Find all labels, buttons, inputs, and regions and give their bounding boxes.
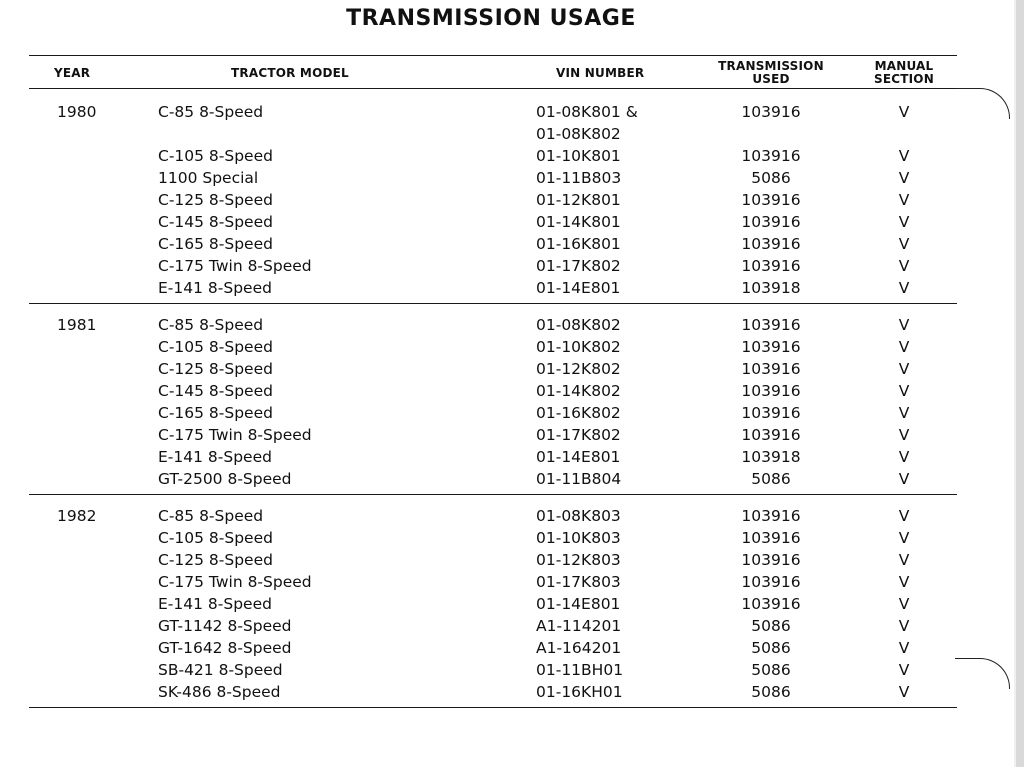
manual-section-cell: V <box>898 316 910 334</box>
table-row <box>0 637 1000 659</box>
table-row <box>0 101 1000 123</box>
hole-punch-mark-bottom <box>955 658 1010 689</box>
year-cell: 1980 <box>57 103 97 121</box>
transmission-used-cell: 5086 <box>751 639 791 657</box>
transmission-used-cell: 5086 <box>751 683 791 701</box>
manual-section-cell: V <box>898 235 910 253</box>
vin-number-cell: 01-10K801 <box>536 147 621 165</box>
header-year: YEAR <box>54 66 91 80</box>
tractor-model-cell: C-105 8-Speed <box>158 147 273 165</box>
vin-number-cell: 01-17K802 <box>536 257 621 275</box>
vin-number-cell: 01-12K803 <box>536 551 621 569</box>
tractor-model-cell: C-165 8-Speed <box>158 235 273 253</box>
page-title: TRANSMISSION USAGE <box>346 6 636 31</box>
year-cell: 1982 <box>57 507 97 525</box>
table-row <box>0 380 1000 402</box>
header-manual-section <box>864 60 944 86</box>
tractor-model-cell: C-125 8-Speed <box>158 191 273 209</box>
tractor-model-cell: C-145 8-Speed <box>158 213 273 231</box>
vin-number-cell: 01-08K802 <box>536 125 621 143</box>
tractor-model-cell: GT-1642 8-Speed <box>158 639 292 657</box>
tractor-model-cell: C-105 8-Speed <box>158 338 273 356</box>
tractor-model-cell: C-85 8-Speed <box>158 316 264 334</box>
table-row <box>0 505 1000 527</box>
vin-number-cell: 01-14K802 <box>536 382 621 400</box>
tractor-model-cell: GT-1142 8-Speed <box>158 617 292 635</box>
group-divider-rule <box>29 494 957 495</box>
manual-section-cell: V <box>898 279 910 297</box>
transmission-used-cell: 103916 <box>741 507 801 525</box>
manual-section-cell: V <box>898 191 910 209</box>
tractor-model-cell: E-141 8-Speed <box>158 279 272 297</box>
transmission-used-cell: 103916 <box>741 338 801 356</box>
manual-section-cell: V <box>898 551 910 569</box>
manual-section-cell: V <box>898 595 910 613</box>
header-transmission-line2: USED <box>752 72 790 86</box>
manual-section-cell: V <box>898 529 910 547</box>
vin-number-cell: 01-17K803 <box>536 573 621 591</box>
year-cell: 1981 <box>57 316 97 334</box>
transmission-used-cell: 5086 <box>751 470 791 488</box>
table-row <box>0 571 1000 593</box>
header-section-line1: MANUAL <box>874 59 934 73</box>
group-divider-rule <box>29 707 957 708</box>
table-row <box>0 681 1000 703</box>
tractor-model-cell: C-85 8-Speed <box>158 103 264 121</box>
transmission-used-cell: 5086 <box>751 617 791 635</box>
hole-punch-mark-top <box>955 88 1010 119</box>
vin-number-cell: 01-08K803 <box>536 507 621 525</box>
manual-section-cell: V <box>898 257 910 275</box>
vin-number-cell: 01-10K802 <box>536 338 621 356</box>
group-divider-rule <box>29 303 957 304</box>
transmission-used-cell: 103916 <box>741 257 801 275</box>
vin-number-cell: 01-14E801 <box>536 448 621 466</box>
manual-section-cell: V <box>898 103 910 121</box>
tractor-model-cell: E-141 8-Speed <box>158 595 272 613</box>
transmission-used-cell: 103916 <box>741 147 801 165</box>
header-transmission-line1: TRANSMISSION <box>718 59 824 73</box>
table-row <box>0 145 1000 167</box>
table-row <box>0 659 1000 681</box>
manual-section-cell: V <box>898 169 910 187</box>
header-transmission-used <box>711 60 831 86</box>
transmission-used-cell: 103918 <box>741 448 801 466</box>
vin-number-cell: 01-11BH01 <box>536 661 624 679</box>
vin-number-cell: 01-12K802 <box>536 360 621 378</box>
manual-section-cell: V <box>898 661 910 679</box>
transmission-used-cell: 103916 <box>741 235 801 253</box>
manual-section-cell: V <box>898 213 910 231</box>
table-row <box>0 446 1000 468</box>
manual-section-cell: V <box>898 382 910 400</box>
transmission-used-cell: 103916 <box>741 426 801 444</box>
manual-section-cell: V <box>898 147 910 165</box>
tractor-model-cell: C-85 8-Speed <box>158 507 264 525</box>
tractor-model-cell: E-141 8-Speed <box>158 448 272 466</box>
vin-number-cell: 01-16K801 <box>536 235 621 253</box>
transmission-used-cell: 103916 <box>741 316 801 334</box>
vin-number-cell: 01-12K801 <box>536 191 621 209</box>
transmission-used-cell: 103916 <box>741 529 801 547</box>
manual-section-cell: V <box>898 639 910 657</box>
tractor-model-cell: C-125 8-Speed <box>158 551 273 569</box>
transmission-used-cell: 103916 <box>741 191 801 209</box>
tractor-model-cell: C-175 Twin 8-Speed <box>158 573 312 591</box>
vin-number-cell: 01-16K802 <box>536 404 621 422</box>
vin-number-cell: 01-17K802 <box>536 426 621 444</box>
table-row <box>0 549 1000 571</box>
vin-number-cell: A1-164201 <box>536 639 622 657</box>
transmission-used-cell: 5086 <box>751 169 791 187</box>
tractor-model-cell: C-145 8-Speed <box>158 382 273 400</box>
tractor-model-cell: C-105 8-Speed <box>158 529 273 547</box>
transmission-used-cell: 103916 <box>741 551 801 569</box>
table-row <box>0 189 1000 211</box>
page-edge-shadow <box>1016 0 1024 767</box>
manual-section-cell: V <box>898 683 910 701</box>
table-row <box>0 277 1000 299</box>
tractor-model-cell: C-175 Twin 8-Speed <box>158 257 312 275</box>
tractor-model-cell: SB-421 8-Speed <box>158 661 283 679</box>
vin-number-cell: 01-11B804 <box>536 470 622 488</box>
header-top-rule <box>29 55 957 56</box>
header-bottom-rule <box>29 88 957 89</box>
table-row <box>0 336 1000 358</box>
vin-number-cell: 01-11B803 <box>536 169 622 187</box>
transmission-used-cell: 103918 <box>741 279 801 297</box>
tractor-model-cell: SK-486 8-Speed <box>158 683 281 701</box>
manual-section-cell: V <box>898 507 910 525</box>
vin-number-cell: 01-10K803 <box>536 529 621 547</box>
table-row <box>0 527 1000 549</box>
transmission-used-cell: 103916 <box>741 404 801 422</box>
table-row <box>0 255 1000 277</box>
manual-section-cell: V <box>898 404 910 422</box>
table-row <box>0 211 1000 233</box>
transmission-used-cell: 103916 <box>741 573 801 591</box>
table-row <box>0 468 1000 490</box>
transmission-used-cell: 103916 <box>741 103 801 121</box>
header-tractor-model: TRACTOR MODEL <box>231 66 349 80</box>
vin-number-cell: 01-14K801 <box>536 213 621 231</box>
manual-section-cell: V <box>898 360 910 378</box>
table-row <box>0 593 1000 615</box>
tractor-model-cell: C-175 Twin 8-Speed <box>158 426 312 444</box>
vin-number-cell: 01-08K802 <box>536 316 621 334</box>
transmission-used-cell: 103916 <box>741 360 801 378</box>
table-row <box>0 402 1000 424</box>
table-row <box>0 314 1000 336</box>
table-row <box>0 123 1000 145</box>
table-row <box>0 233 1000 255</box>
table-row <box>0 358 1000 380</box>
table-row <box>0 615 1000 637</box>
transmission-used-cell: 103916 <box>741 595 801 613</box>
transmission-used-cell: 5086 <box>751 661 791 679</box>
manual-section-cell: V <box>898 448 910 466</box>
vin-number-cell: A1-114201 <box>536 617 622 635</box>
transmission-used-cell: 103916 <box>741 382 801 400</box>
vin-number-cell: 01-16KH01 <box>536 683 623 701</box>
vin-number-cell: 01-08K801 & <box>536 103 638 121</box>
transmission-used-cell: 103916 <box>741 213 801 231</box>
manual-section-cell: V <box>898 573 910 591</box>
tractor-model-cell: C-125 8-Speed <box>158 360 273 378</box>
table-row <box>0 167 1000 189</box>
tractor-model-cell: GT-2500 8-Speed <box>158 470 292 488</box>
tractor-model-cell: C-165 8-Speed <box>158 404 273 422</box>
manual-section-cell: V <box>898 470 910 488</box>
header-section-line2: SECTION <box>874 72 934 86</box>
vin-number-cell: 01-14E801 <box>536 279 621 297</box>
vin-number-cell: 01-14E801 <box>536 595 621 613</box>
header-vin-number: VIN NUMBER <box>556 66 645 80</box>
manual-section-cell: V <box>898 426 910 444</box>
manual-section-cell: V <box>898 617 910 635</box>
tractor-model-cell: 1100 Special <box>158 169 259 187</box>
table-row <box>0 424 1000 446</box>
manual-section-cell: V <box>898 338 910 356</box>
